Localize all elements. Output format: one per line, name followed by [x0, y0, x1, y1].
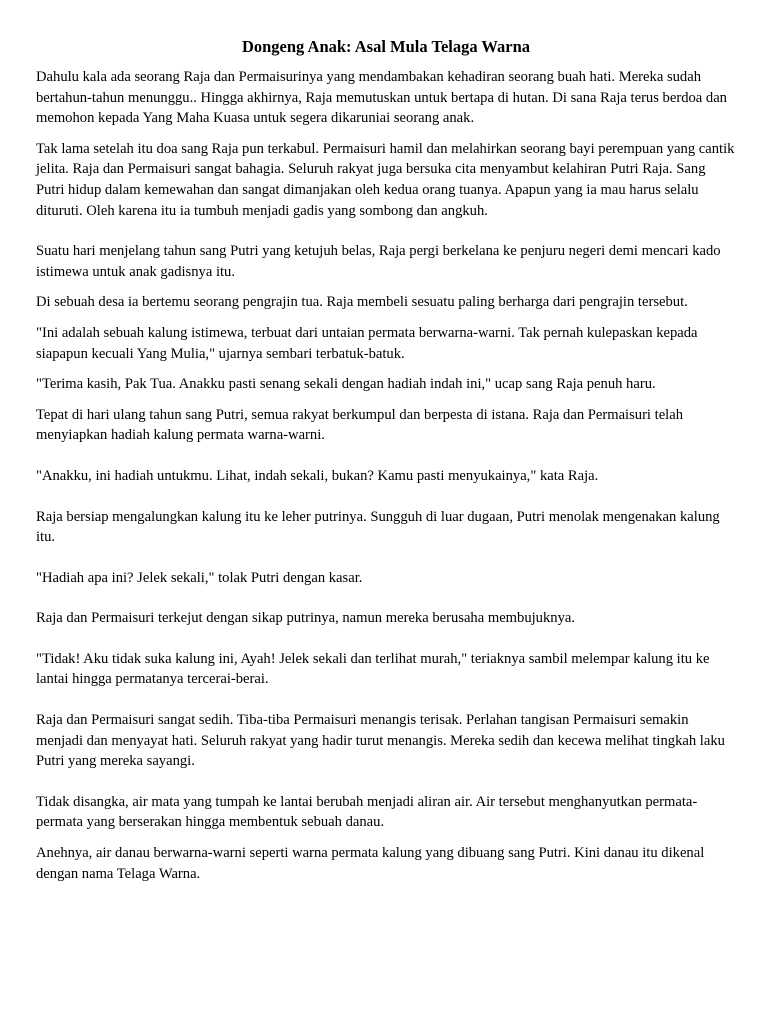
paragraph: "Tidak! Aku tidak suka kalung ini, Ayah! Jelek sekali dan terlihat murah," teriaknya sambil melempar kalung itu ke lantai hingga permatanya tercerai-berai. [36, 650, 710, 688]
paragraph: Raja dan Permaisuri sangat sedih. Tiba-tiba Permaisuri menangis terisak. Perlahan tangisan Permaisuri semakin menjadi dan menyayat hati. Seluruh rakyat yang hadir turut menangis. Mereka sedih dan kecewa melihat tingkah laku Putri yang mereka sayangi. [36, 712, 725, 770]
paragraph: "Anakku, ini hadiah untukmu. Lihat, indah sekali, bukan? Kamu pasti menyukainya," kata Raja. [36, 467, 599, 484]
paragraph: "Terima kasih, Pak Tua. Anakku pasti senang sekali dengan hadiah indah ini," ucap sang Raja penuh haru. [36, 376, 656, 393]
paragraph: Tidak disangka, air mata yang tumpah ke lantai berubah menjadi aliran air. Air tersebut menghanyutkan permata-permata yang berserakan hingga membentuk sebuah danau. [36, 793, 698, 831]
paragraph: Suatu hari menjelang tahun sang Putri yang ketujuh belas, Raja pergi berkelana ke penjuru negeri demi mencari kado istimewa untuk anak gadisnya itu. [36, 243, 721, 280]
document-title: Dongeng Anak: Asal Mula Telaga Warna [241, 37, 531, 56]
paragraph: Anehnya, air danau berwarna-warni seperti warna permata kalung yang dibuang sang Putri. Kini danau itu dikenal dengan nama Telaga Warna. [36, 845, 705, 882]
paragraph: Di sebuah desa ia bertemu seorang pengrajin tua. Raja membeli sesuatu paling berharga dari pengrajin tersebut. [36, 294, 688, 311]
paragraph: Raja dan Permaisuri terkejut dengan sikap putrinya, namun mereka berusaha membujuknya. [36, 610, 575, 627]
paragraph: Tepat di hari ulang tahun sang Putri, semua rakyat berkumpul dan berpesta di istana. Raja dan Permaisuri telah menyiapkan hadiah kalung permata warna-warni. [36, 406, 683, 444]
paragraph: "Hadiah apa ini? Jelek sekali," tolak Putri dengan kasar. [36, 569, 363, 586]
document-page [36, 36, 736, 884]
paragraph: Raja bersiap mengalungkan kalung itu ke leher putrinya. Sungguh di luar dugaan, Putri menolak mengenakan kalung itu. [36, 508, 720, 546]
paragraph: Dahulu kala ada seorang Raja dan Permaisurinya yang mendambakan kehadiran seorang buah hati. Mereka sudah bertahun-tahun menunggu.. Hingga akhirnya, Raja memutuskan untuk bertapa di hutan. Di sana Raja terus berdoa dan memohon kepada Yang Maha Kuasa untuk segera dikaruniai seorang anak. [36, 69, 727, 127]
paragraph: "Ini adalah sebuah kalung istimewa, terbuat dari untaian permata berwarna-warni. Tak pernah kulepaskan kepada siapapun kecuali Yang Mulia," ujarnya sembari terbatuk-batuk. [36, 324, 698, 362]
paragraph: Tak lama setelah itu doa sang Raja pun terkabul. Permaisuri hamil dan melahirkan seorang bayi perempuan yang cantik jelita. Raja dan Permaisuri sangat bahagia. Seluruh rakyat juga bersuka cita menyambut kelahiran Putri Raja. Sang Putri hidup dalam kemewahan dan sangat dimanjakan oleh kedua orang tuanya. Apapun yang ia mau harus selalu dituruti. Oleh karena itu ia tumbuh menjadi gadis yang sombong dan angkuh. [36, 140, 735, 219]
